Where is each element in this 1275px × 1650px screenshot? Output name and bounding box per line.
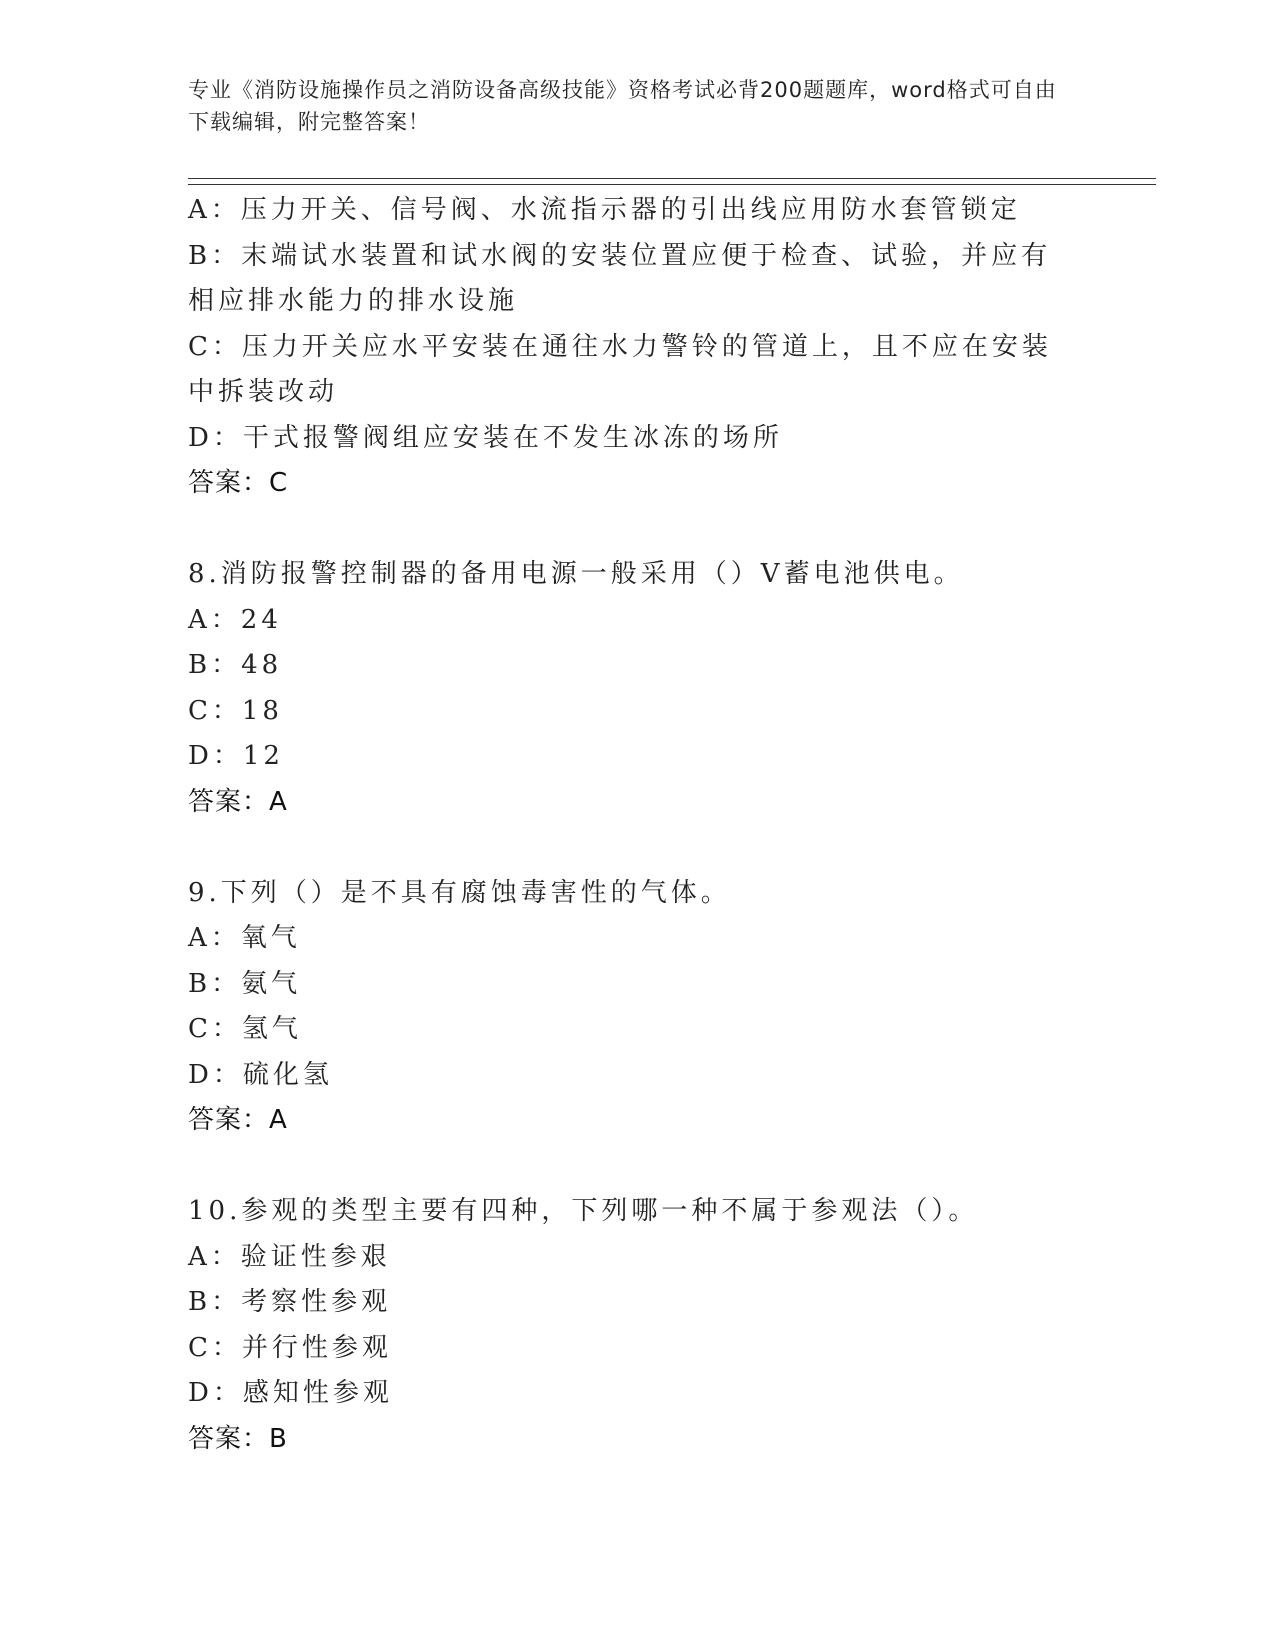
option-b: B：氨气: [188, 968, 302, 999]
option-d: D：感知性参观: [188, 1378, 393, 1408]
option-a: A：氧气: [188, 923, 301, 953]
option-b: B：考察性参观: [188, 1287, 392, 1317]
question-10: [188, 1189, 1088, 1462]
option-c: C：并行性参观: [188, 1332, 392, 1363]
question-stem: 8.消防报警控制器的备用电源一般采用（）V蓄电池供电。: [188, 559, 964, 589]
answer-line: 答案：B: [188, 1423, 288, 1454]
option-c: C：压力开关应水平安装在通往水力警铃的管道上，且不应在安装中拆装改动: [188, 331, 1052, 407]
option-c: C：18: [188, 695, 283, 726]
question-stem: 9.下列（）是不具有腐蚀毒害性的气体。: [188, 877, 731, 908]
question-stem: 10.参观的类型主要有四种，下列哪一种不属于参观法（）。: [188, 1196, 979, 1226]
option-d: D：12: [188, 741, 284, 771]
option-a: A：验证性参艰: [188, 1241, 391, 1272]
header-divider-top: [188, 178, 1156, 179]
question-9: [188, 871, 1088, 1144]
spacer: [188, 825, 1088, 871]
option-a: A：压力开关、信号阀、水流指示器的引出线应用防水套管锁定: [188, 195, 1021, 225]
question-content: [188, 188, 1088, 1462]
option-c: C：氢气: [188, 1014, 302, 1044]
spacer: [188, 507, 1088, 553]
option-b: B：48: [188, 650, 283, 680]
prev-question-block: [188, 188, 1088, 507]
question-8: [188, 552, 1088, 825]
answer-line: 答案：A: [188, 1105, 288, 1135]
option-a: A：24: [188, 604, 282, 635]
header-divider-bottom: [188, 184, 1156, 185]
answer-line: 答案：C: [188, 468, 289, 498]
spacer: [188, 1144, 1088, 1190]
option-d: D：硫化氢: [188, 1059, 333, 1090]
document-header: 专业《消防设施操作员之消防设备高级技能》资格考试必背200题题库，word格式可自由下载编辑，附完整答案！: [188, 78, 1057, 134]
option-b: B：末端试水装置和试水阀的安装位置应便于检查、试验，并应有相应排水能力的排水设施: [188, 240, 1052, 316]
option-d: D：干式报警阀组应安装在不发生冰冻的场所: [188, 422, 783, 453]
answer-line: 答案：A: [188, 786, 288, 817]
